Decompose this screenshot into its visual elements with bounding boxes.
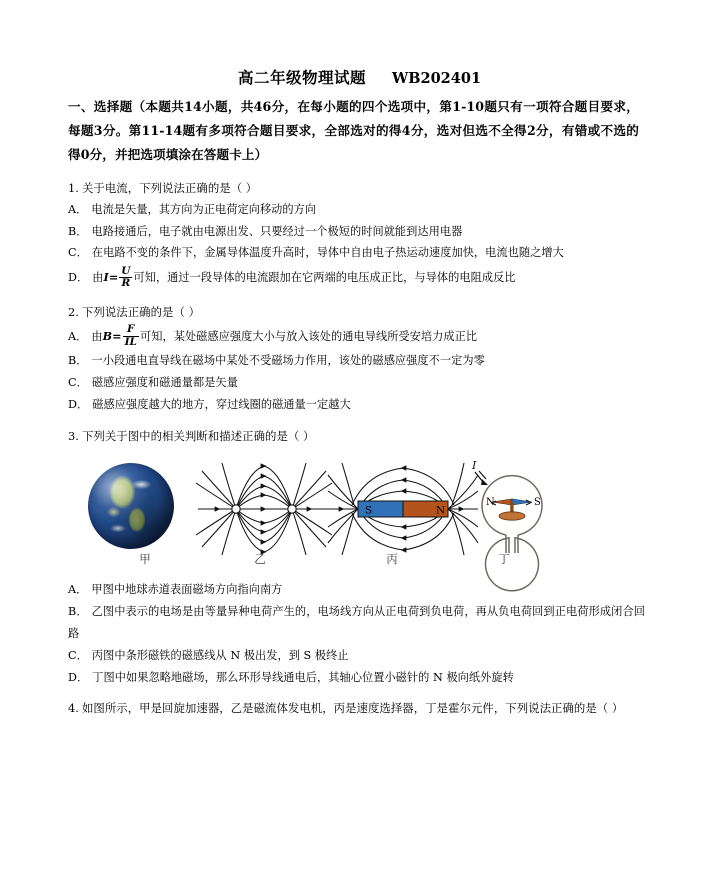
current-label-I: I [472,459,477,473]
option-text: 丙图中条形磁铁的磁感线从 N 极出发，到 S 极终止 [91,648,349,662]
question-1-text: 关于电流，下列说法正确的是（ ） [81,180,258,195]
option-text: 电流是矢量，其方向为正电荷定向移动的方向 [91,202,317,216]
question-1-number: 1. [68,180,79,195]
figure-current-loop [466,457,558,557]
formula-equals: = [112,328,122,343]
page-title [0,66,701,88]
fraction-denominator: IL [124,335,137,348]
magnet-pole-label-s: S [365,504,373,517]
question-1-option-a[interactable] [0,199,701,221]
option-label: A． [68,583,88,597]
option-text: 在电路不变的条件下，金属导体温度升高时，导体中自由电子热运动速度加快，电流也随之增大 [91,246,564,260]
question-3-stem [0,425,701,447]
figure-caption-ding: 丁 [498,552,510,567]
option-text: 甲图中地球赤道表面磁场方向指向南方 [91,583,283,597]
option-label: A． [68,329,88,343]
option-label: D． [68,670,89,684]
question-2-option-d[interactable] [0,394,701,416]
option-label: C． [68,246,88,260]
question-4-number: 4. [68,701,79,716]
option-prefix: 由 [92,271,104,285]
fraction-numerator: U [121,264,131,277]
option-text: 一小段通电直导线在磁场中某处不受磁场力作用，该处的磁感应强度不一定为零 [91,354,485,368]
current-loop-svg [466,457,558,557]
question-2-option-a[interactable] [0,323,701,350]
bar-magnet-field-svg [328,461,478,557]
option-prefix: 由 [91,329,103,343]
option-label: C． [68,648,88,662]
question-3-option-d[interactable] [0,667,701,689]
question-3-number: 3. [68,428,79,443]
charge-node-left [232,505,240,513]
option-label: B． [68,354,88,368]
section-1-heading: 一、选择题（本题共14小题，共46分，在每小题的四个选项中，第1-10题只有一项符合题目要求，每题3分。第11-14题有多项符合题目要求，全部选对的得4分，选对但选不全得2分，有错或不选的得0分，并把选项填涂在答题卡上） [68,99,639,163]
question-4-stem [0,697,701,719]
question-1-option-b[interactable] [0,221,701,243]
dipole-field-svg [196,461,332,557]
question-2-number: 2. [68,304,79,319]
option-label: C． [68,376,88,390]
charge-node-right [288,505,296,513]
option-label: D． [68,271,89,285]
figure-bar-magnet [328,461,478,557]
exam-code: WB202401 [391,70,482,87]
option-text: 丁图中如果忽略地磁场，那么环形导线通电后，其轴心位置小磁针的 N 极向纸外旋转 [92,670,514,684]
option-label: D． [68,398,89,412]
question-1-option-d[interactable] [0,264,701,291]
figure-earth-globe [88,463,180,555]
formula-variable: I [103,270,109,285]
formula-fraction [123,324,139,349]
option-label: A． [68,202,88,216]
question-2-text: 下列说法正确的是（ ） [81,304,201,319]
question-3-option-c[interactable] [0,645,701,667]
current-arrow-icon [481,479,488,485]
magnet-pole-label-n: N [436,504,446,517]
question-2-option-c[interactable] [0,372,701,394]
question-3-option-b[interactable] [0,601,701,645]
fraction-numerator: F [127,323,135,336]
question-3-figure-row [0,455,701,573]
question-4-text: 如图所示，甲是回旋加速器，乙是磁流体发电机，丙是速度选择器，丁是霍尔元件，下列说法正确的是（ ） [81,701,624,716]
formula-variable: B [102,328,113,343]
option-text: 乙图中表示的电场是由等量异种电荷产生的，电场线方向从正电荷到负电荷，再从负电荷回到正电荷形成闭合回路 [68,605,645,640]
option-text: 电路接通后，电子就由电源出发、只要经过一个极短的时间就能到达用电器 [91,224,463,238]
option-text: 磁感应强度越大的地方，穿过线圈的磁通量一定越大 [92,398,351,412]
figure-electric-dipole [196,461,332,557]
formula-fraction [119,266,132,291]
fraction-denominator: R [119,277,132,290]
figure-caption-bing: 丙 [386,552,398,567]
earth-icon [88,463,174,549]
option-text: 可知，通过一段导体的电流跟加在它两端的电压成正比，与导体的电阻成反比 [133,271,516,285]
question-1-stem [0,177,701,199]
option-text: 磁感应强度和磁通量都是矢量 [91,376,238,390]
formula-equals: = [108,270,119,285]
figure-caption-jia: 甲 [139,552,151,567]
needle-label-s: S [534,497,541,509]
figure-caption-yi: 乙 [254,552,266,567]
question-2-option-b[interactable] [0,350,701,372]
question-1-option-c[interactable] [0,242,701,264]
needle-label-n: N [486,497,495,509]
question-2-stem [0,301,701,323]
option-text: 可知，某处磁感应强度大小与放入该处的通电导线所受安培力成正比 [139,329,478,343]
option-label: B． [68,224,88,238]
option-label: B． [68,605,88,618]
question-3-option-a[interactable] [0,579,701,601]
title-text: 高二年级物理试题 [237,68,366,87]
compass-needle [492,499,532,520]
question-3-text: 下列关于图中的相关判断和描述正确的是（ ） [81,428,315,443]
